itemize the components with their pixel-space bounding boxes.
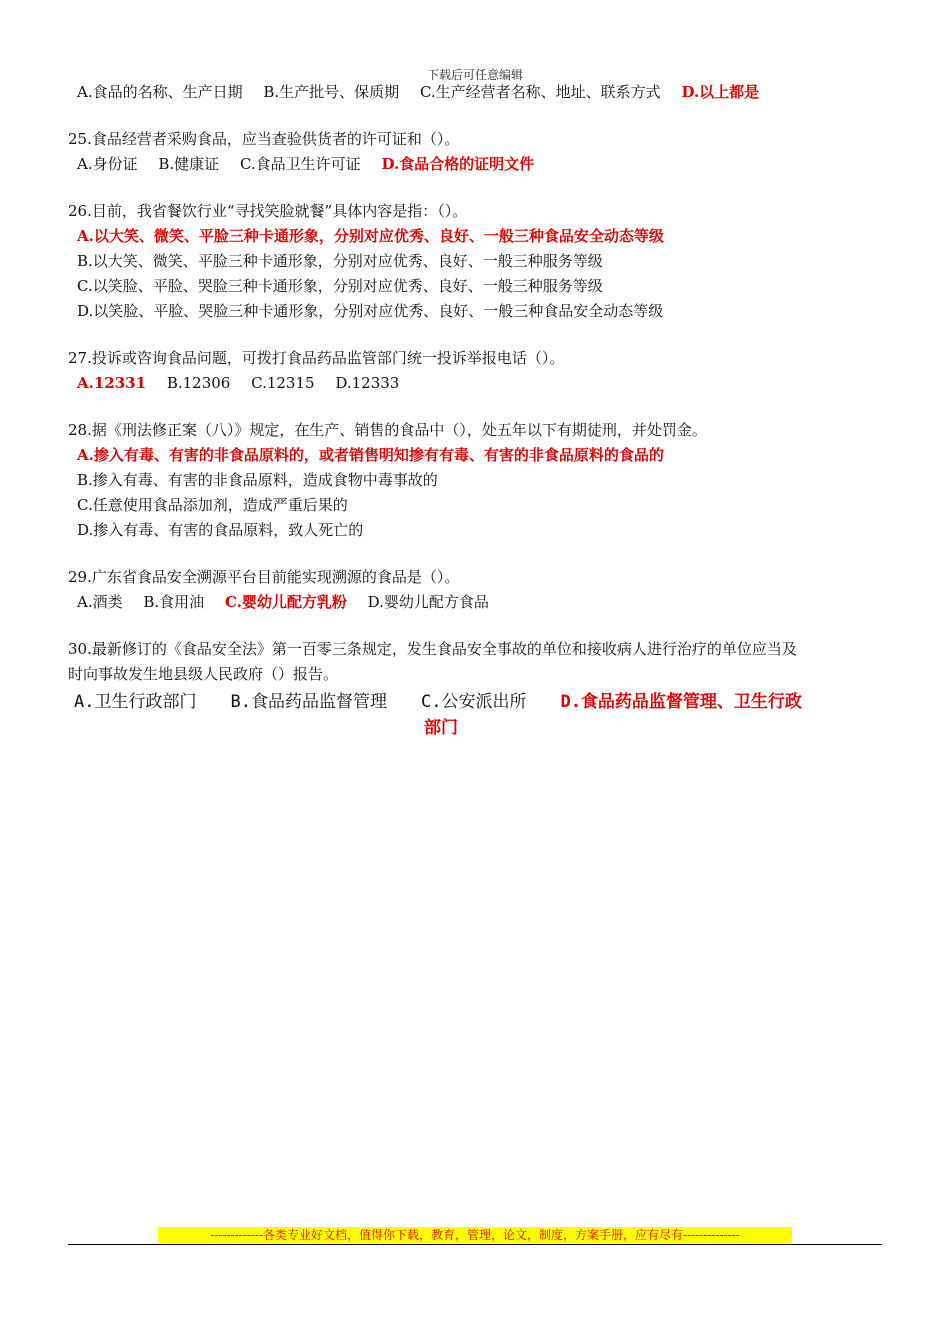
option-b: B.掺入有毒、有害的非食品原料，造成食物中毒事故的	[77, 471, 438, 489]
question-27-options	[68, 371, 888, 396]
question-stem-line2: 时向事故发生地县级人民政府（）报告。	[68, 665, 339, 683]
option-c: C.任意使用食品添加剂，造成严重后果的	[77, 496, 348, 514]
question-30	[68, 637, 888, 741]
page-header: 下载后可任意编辑	[426, 68, 523, 82]
question-stem: 26.目前，我省餐饮行业“寻找笑脸就餐”具体内容是指：（）。	[68, 202, 468, 220]
option-c: C.12315	[251, 374, 315, 392]
option-d-answer: D.食品合格的证明文件	[381, 155, 535, 173]
option-a: A.食品的名称、生产日期	[77, 83, 243, 101]
question-stem: 29.广东省食品安全溯源平台目前能实现溯源的食品是（）。	[68, 568, 460, 586]
option-d-answer: D.食品药品监督管理、卫生行政	[560, 692, 802, 712]
option-b: B.食品药品监督管理	[230, 692, 387, 712]
option-c: C.以笑脸、平脸、哭脸三种卡通形象，分别对应优秀、良好、一般三种服务等级	[77, 277, 603, 295]
option-b: B.生产批号、保质期	[263, 83, 400, 101]
option-c: C.食品卫生许可证	[239, 155, 361, 173]
option-d: D.以笑脸、平脸、哭脸三种卡通形象，分别对应优秀、良好、一般三种食品安全动态等级	[77, 302, 664, 320]
option-a-answer: A.以大笑、微笑、平脸三种卡通形象，分别对应优秀、良好、一般三种食品安全动态等级	[77, 227, 664, 245]
option-c: C.生产经营者名称、地址、联系方式	[419, 83, 661, 101]
question-24-options	[68, 80, 888, 105]
option-b: B.健康证	[158, 155, 220, 173]
option-c: C.公安派出所	[420, 692, 527, 712]
question-25-options	[68, 152, 888, 177]
option-b: B.12306	[166, 374, 231, 392]
option-d: D.12333	[335, 374, 400, 392]
option-d: D.婴幼儿配方食品	[367, 593, 489, 611]
question-stem: 25.食品经营者采购食品，应当查验供货者的许可证和（）。	[68, 130, 460, 148]
question-24	[68, 80, 888, 105]
option-a-answer: A.12331	[77, 374, 147, 392]
question-stem-line1: 30.最新修订的《食品安全法》第一百零三条规定，发生食品安全事故的单位和接收病人进行治疗的单位应当及	[68, 640, 797, 658]
question-30-options	[68, 689, 888, 741]
option-c-answer: C.婴幼儿配方乳粉	[224, 593, 347, 611]
question-29	[68, 565, 888, 615]
question-stem: 27.投诉或咨询食品问题，可拨打食品药品监管部门统一投诉举报电话（）。	[68, 349, 565, 367]
footer-banner: -------------各类专业好文档，值得你下载，教育，管理，论文，制度，方案手册，应有尽有--------------	[158, 1227, 792, 1243]
option-d-answer-continued: 部门	[424, 718, 458, 738]
question-27	[68, 346, 888, 396]
footer-divider	[68, 1244, 882, 1245]
option-b: B.食用油	[143, 593, 205, 611]
question-25	[68, 127, 888, 177]
question-29-options	[68, 590, 888, 615]
document-body	[68, 80, 888, 763]
option-b: B.以大笑、微笑、平脸三种卡通形象，分别对应优秀、良好、一般三种服务等级	[77, 252, 603, 270]
option-d-answer: D.以上都是	[681, 83, 760, 101]
question-26	[68, 199, 888, 324]
question-stem: 28.据《刑法修正案（八）》规定，在生产、销售的食品中（），处五年以下有期徒刑，并处罚金。	[68, 421, 707, 439]
option-a: A.身份证	[77, 155, 138, 173]
option-d: D.掺入有毒、有害的食品原料，致人死亡的	[77, 521, 364, 539]
option-a-answer: A.掺入有毒、有害的非食品原料的，或者销售明知掺有有毒、有害的非食品原料的食品的	[77, 446, 664, 464]
question-28	[68, 418, 888, 543]
option-a: A.卫生行政部门	[74, 692, 197, 712]
option-a: A.酒类	[77, 593, 123, 611]
